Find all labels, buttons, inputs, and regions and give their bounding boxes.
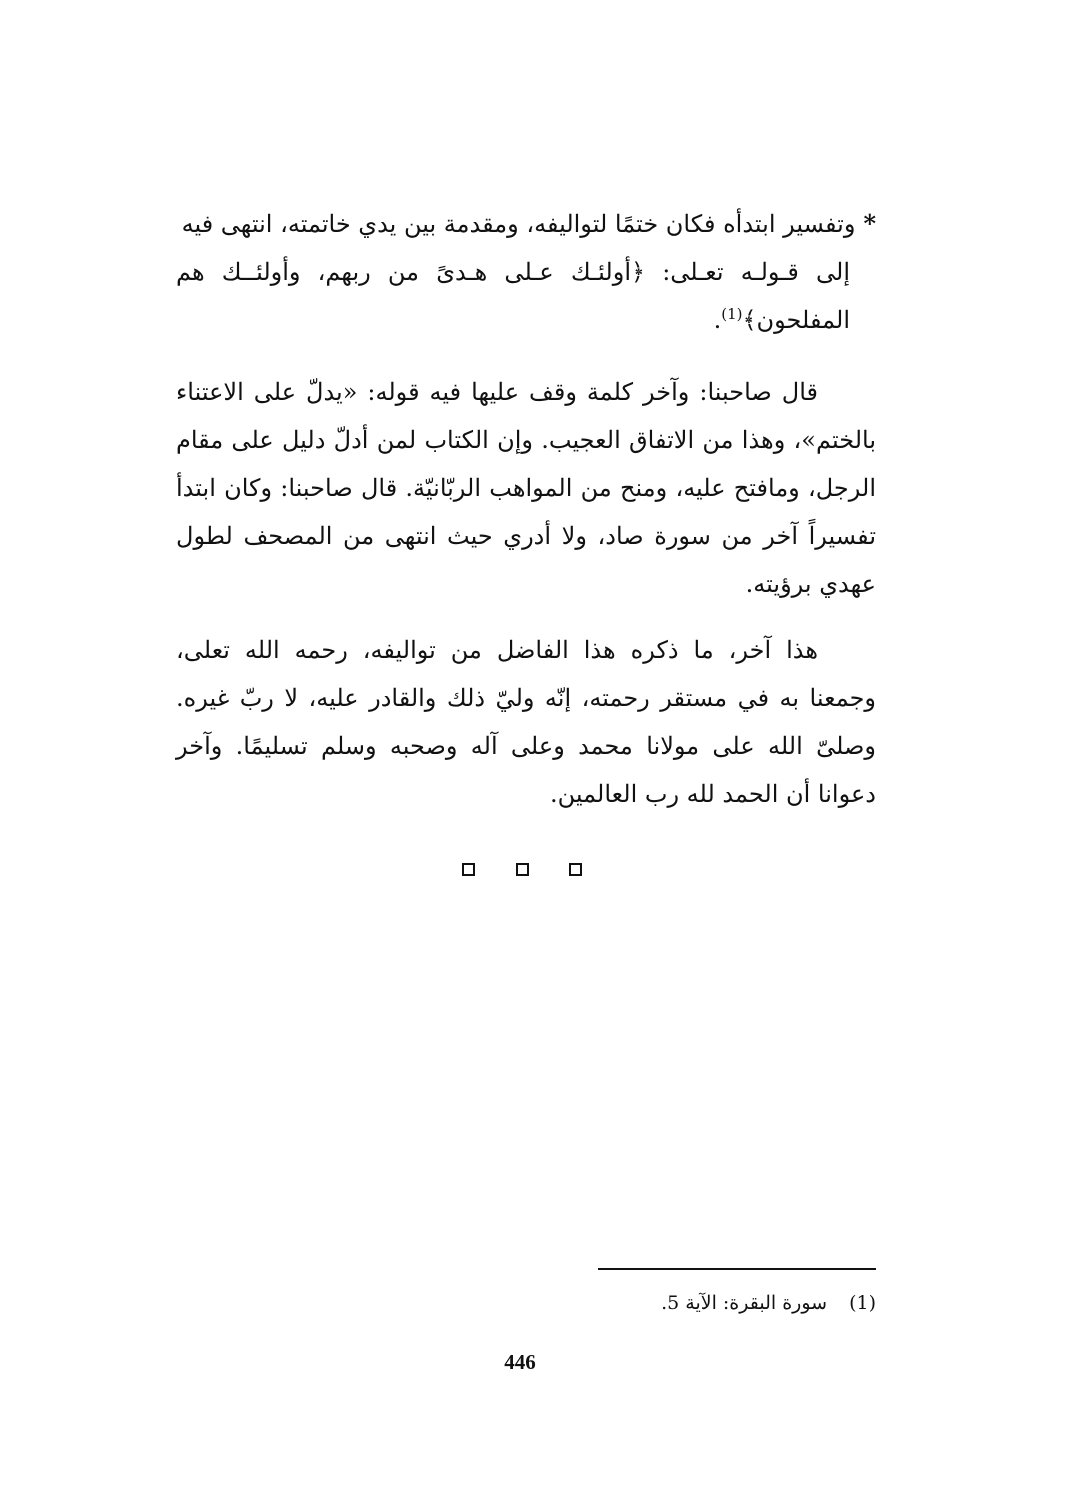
footnote-reference: (1): [721, 305, 743, 323]
footnote-number: (1): [849, 1292, 876, 1314]
paragraph-3: هذا آخر، ما ذكره هذا الفاضل من تواليفه، رحمه الله تعلى، وجمعنا به في مستقر رحمته، إنّه وليّ ذلك والقادر عليه، لا ربّ غيره. وصلىّ الله على مولانا محمد وعلى آله وصحبه وسلم تسليمًا. وآخر دعوانا أن الحمد لله رب العالمين.: [176, 636, 876, 808]
bullet-first-line: [176, 200, 876, 248]
quran-quote: إلى قـولـه تعـلى: ﴿أولئـك عـلى هـدىً من ربهم، وأولئــك هم المفلحون﴾: [176, 258, 850, 334]
footnote-divider: [598, 1268, 876, 1270]
bullet-marker: *: [863, 209, 876, 238]
ornament-square-icon: [462, 863, 475, 876]
footnote: [661, 1288, 876, 1318]
section-ornament: [462, 863, 582, 883]
bullet-paragraph: [176, 200, 876, 344]
bullet-first-line-text: وتفسير ابتدأه فكان ختمًا لتواليفه، ومقدمة بين يدي خاتمته، انتهى فيه: [181, 210, 856, 238]
ornament-square-icon: [516, 863, 529, 876]
footnote-text: سورة البقرة: الآية 5.: [661, 1292, 828, 1314]
ornament-square-icon: [569, 863, 582, 876]
page-number: 446: [504, 1350, 536, 1374]
paragraph-2: قال صاحبنا: وآخر كلمة وقف عليها فيه قوله: «يدلّ على الاعتناء بالختم»، وهذا من الاتفاق العجيب. وإن الكتاب لمن أدلّ دليل على مقام الرجل، ومافتح عليه، ومنح من المواهب الربّانيّة. قال صاحبنا: وكان ابتدأ تفسيراً آخر من سورة صاد، ولا أدري حيث انتهى من المصحف لطول عهدي برؤيته.: [176, 378, 876, 598]
bullet-end: .: [713, 306, 722, 334]
bullet-continuation: [176, 248, 876, 344]
